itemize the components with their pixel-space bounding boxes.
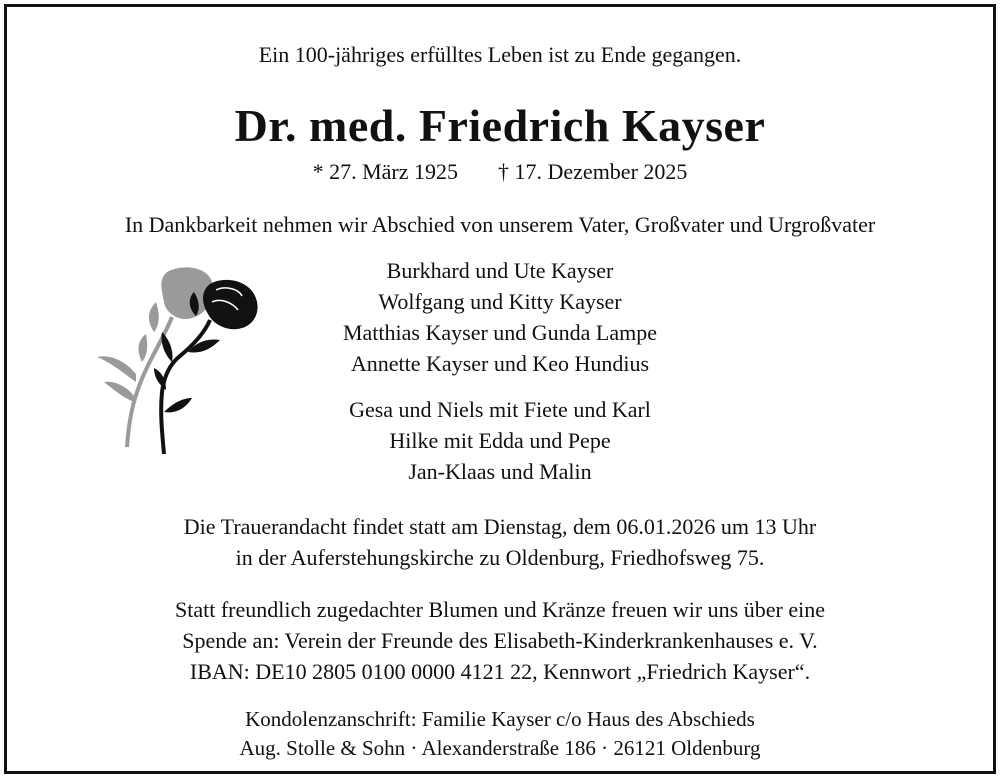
donation-line: Statt freundlich zugedachter Blumen und Kränze freuen wir uns über eine bbox=[175, 597, 825, 622]
list-item: Jan-Klaas und Malin bbox=[408, 459, 592, 484]
list-item: Hilke mit Edda und Pepe bbox=[389, 428, 611, 453]
donation-line: Spende an: Verein der Freunde des Elisabeth-Kinderkrankenhauses e. V. bbox=[182, 628, 818, 653]
list-item: Annette Kayser und Keo Hundius bbox=[350, 351, 650, 376]
deceased-name: Dr. med. Friedrich Kayser bbox=[234, 100, 766, 151]
list-item: Gesa und Niels mit Fiete und Karl bbox=[349, 397, 651, 422]
list-item: Matthias Kayser und Gunda Lampe bbox=[342, 320, 658, 345]
donation-line: IBAN: DE10 2805 0100 0000 4121 22, Kennwort „Friedrich Kayser“. bbox=[189, 659, 811, 684]
life-dates bbox=[0, 159, 1000, 185]
service-line: Die Trauerandacht findet statt am Dienstag, dem 06.01.2026 um 13 Uhr bbox=[183, 514, 817, 539]
service-line: in der Auferstehungskirche zu Oldenburg, Friedhofsweg 75. bbox=[235, 545, 765, 570]
dedication-text: In Dankbarkeit nehmen wir Abschied von unserem Vater, Großvater und Urgroßvater bbox=[124, 212, 876, 237]
birth-date: * 27. März 1925 bbox=[312, 159, 459, 184]
intro-text: Ein 100-jähriges erfülltes Leben ist zu Ende gegangen. bbox=[258, 42, 742, 67]
death-date: † 17. Dezember 2025 bbox=[498, 159, 688, 184]
condolence-line: Kondolenzanschrift: Familie Kayser c/o Haus des Abschieds bbox=[245, 707, 755, 731]
rose-icon bbox=[92, 262, 272, 462]
list-item: Burkhard und Ute Kayser bbox=[386, 258, 614, 283]
list-item: Wolfgang und Kitty Kayser bbox=[378, 289, 622, 314]
condolence-line: Aug. Stolle & Sohn · Alexanderstraße 186 · 26121 Oldenburg bbox=[239, 736, 761, 760]
